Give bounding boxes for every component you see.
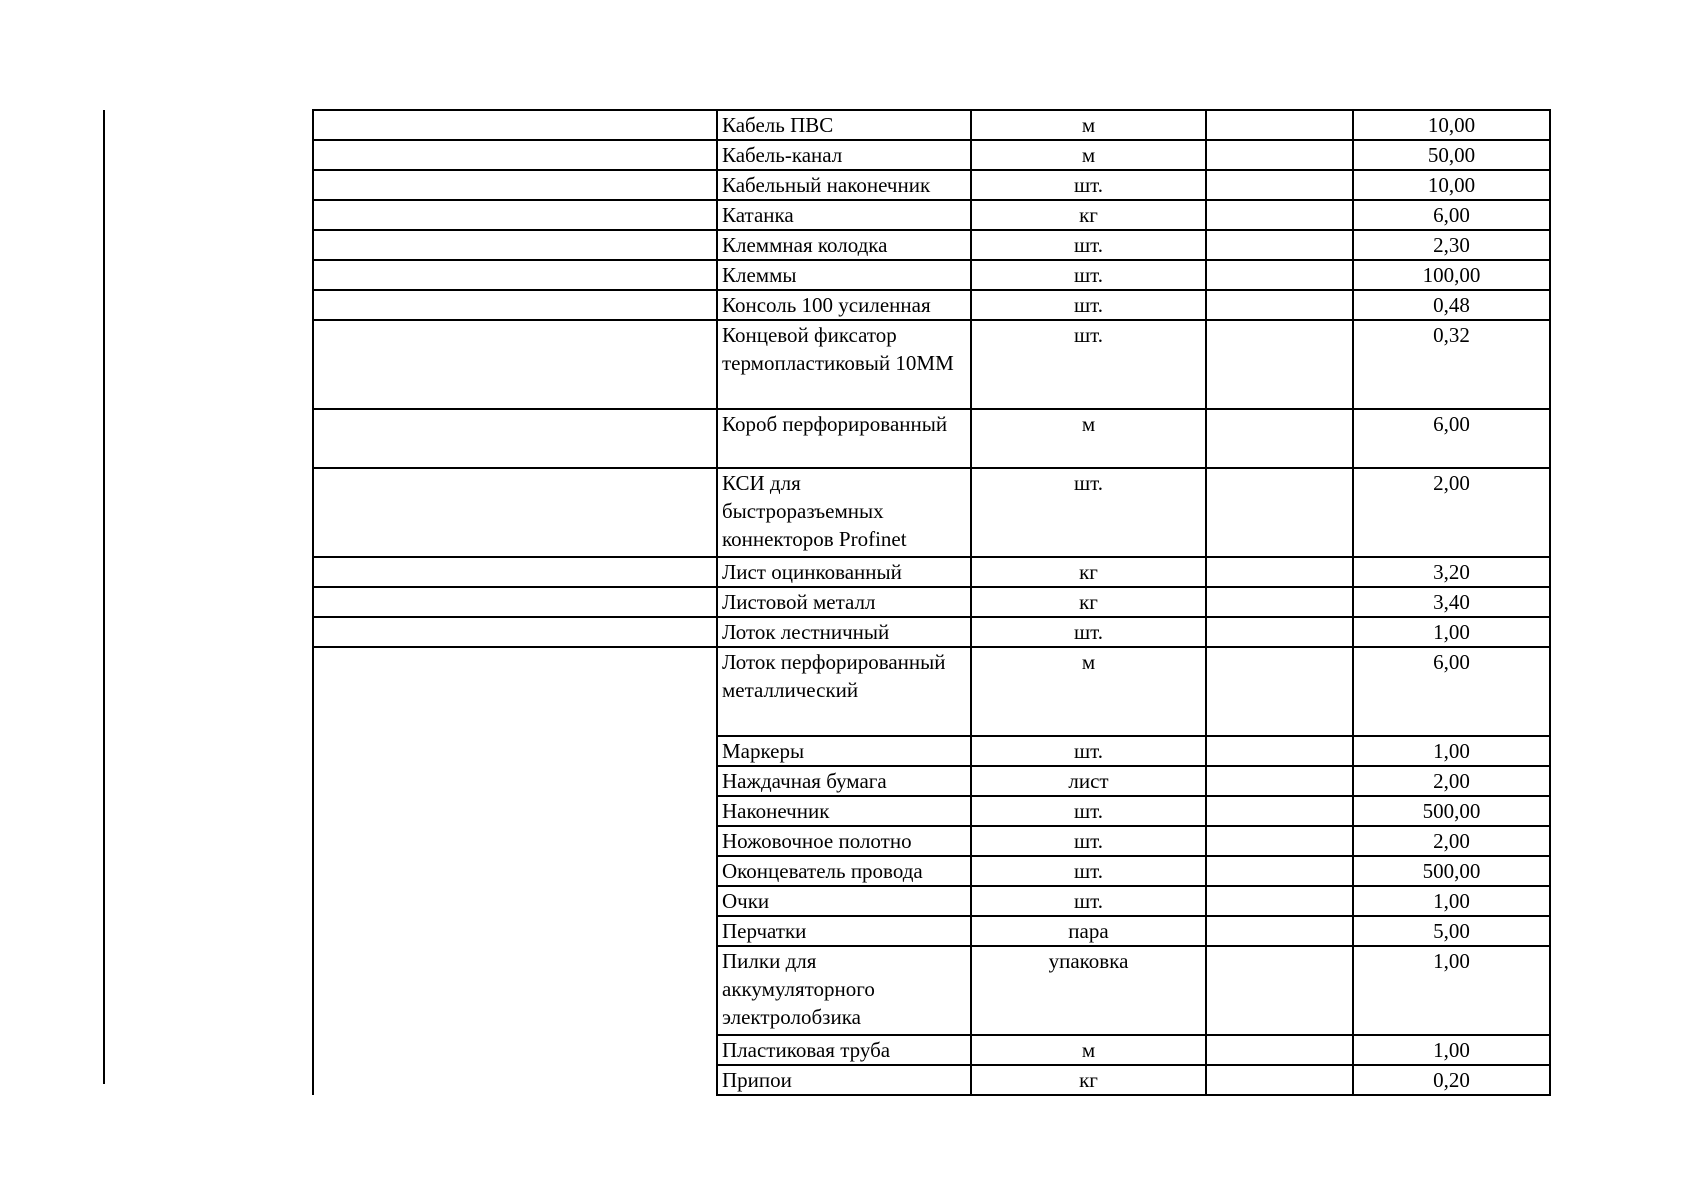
unit-cell: шт.	[971, 617, 1206, 647]
material-name-cell: Лоток лестничный	[717, 617, 971, 647]
empty-cell	[313, 290, 717, 320]
blank-cell	[1206, 110, 1353, 140]
unit-cell: шт.	[971, 856, 1206, 886]
unit-cell: кг	[971, 1065, 1206, 1095]
empty-cell	[313, 557, 717, 587]
table-row	[313, 617, 1550, 647]
empty-cell	[313, 230, 717, 260]
table-row	[313, 468, 1550, 557]
quantity-cell: 10,00	[1353, 170, 1550, 200]
quantity-cell: 1,00	[1353, 946, 1550, 1035]
table-row	[313, 557, 1550, 587]
blank-cell	[1206, 587, 1353, 617]
material-name-cell: Кабель-канал	[717, 140, 971, 170]
table-row	[313, 230, 1550, 260]
blank-cell	[1206, 320, 1353, 409]
table-row	[313, 766, 1550, 796]
empty-cell	[313, 736, 717, 766]
table-row	[313, 110, 1550, 140]
quantity-cell: 1,00	[1353, 1035, 1550, 1065]
empty-cell	[313, 110, 717, 140]
table-row	[313, 320, 1550, 409]
unit-cell: упаковка	[971, 946, 1206, 1035]
material-name-cell: Припои	[717, 1065, 971, 1095]
blank-cell	[1206, 557, 1353, 587]
table-row	[313, 856, 1550, 886]
table-row	[313, 1065, 1550, 1095]
quantity-cell: 1,00	[1353, 886, 1550, 916]
table-row	[313, 916, 1550, 946]
blank-cell	[1206, 916, 1353, 946]
empty-cell	[313, 617, 717, 647]
material-name-cell: Консоль 100 усиленная	[717, 290, 971, 320]
materials-table-body	[313, 110, 1550, 1095]
empty-cell	[313, 1035, 717, 1065]
unit-cell: м	[971, 1035, 1206, 1065]
material-name-cell: Перчатки	[717, 916, 971, 946]
empty-cell	[313, 647, 717, 736]
table-row	[313, 826, 1550, 856]
quantity-cell: 3,20	[1353, 557, 1550, 587]
blank-cell	[1206, 230, 1353, 260]
table-row	[313, 290, 1550, 320]
empty-cell	[313, 796, 717, 826]
unit-cell: шт.	[971, 320, 1206, 409]
material-name-cell: Концевой фиксатор термопластиковый 10ММ	[717, 320, 971, 409]
unit-cell: м	[971, 140, 1206, 170]
material-name-cell: Оконцеватель провода	[717, 856, 971, 886]
blank-cell	[1206, 856, 1353, 886]
material-name-cell: Ножовочное полотно	[717, 826, 971, 856]
unit-cell: шт.	[971, 170, 1206, 200]
unit-cell: шт.	[971, 260, 1206, 290]
blank-cell	[1206, 140, 1353, 170]
left-margin-line	[103, 110, 105, 1084]
material-name-cell: Клеммная колодка	[717, 230, 971, 260]
quantity-cell: 2,30	[1353, 230, 1550, 260]
unit-cell: кг	[971, 200, 1206, 230]
material-name-cell: Наконечник	[717, 796, 971, 826]
table-row	[313, 886, 1550, 916]
table-row	[313, 200, 1550, 230]
empty-cell	[313, 856, 717, 886]
quantity-cell: 500,00	[1353, 856, 1550, 886]
material-name-cell: Маркеры	[717, 736, 971, 766]
empty-cell	[313, 320, 717, 409]
unit-cell: кг	[971, 587, 1206, 617]
material-name-cell: КСИ для быстроразъемных коннекторов Profinet	[717, 468, 971, 557]
material-name-cell: Короб перфорированный	[717, 409, 971, 468]
empty-cell	[313, 468, 717, 557]
table-row	[313, 260, 1550, 290]
empty-cell	[313, 200, 717, 230]
quantity-cell: 1,00	[1353, 736, 1550, 766]
unit-cell: шт.	[971, 826, 1206, 856]
quantity-cell: 0,20	[1353, 1065, 1550, 1095]
table-row	[313, 1035, 1550, 1065]
table-row	[313, 587, 1550, 617]
table-row	[313, 946, 1550, 1035]
unit-cell: шт.	[971, 468, 1206, 557]
material-name-cell: Пластиковая труба	[717, 1035, 971, 1065]
empty-cell	[313, 766, 717, 796]
blank-cell	[1206, 170, 1353, 200]
blank-cell	[1206, 200, 1353, 230]
material-name-cell: Наждачная бумага	[717, 766, 971, 796]
quantity-cell: 3,40	[1353, 587, 1550, 617]
blank-cell	[1206, 468, 1353, 557]
quantity-cell: 50,00	[1353, 140, 1550, 170]
material-name-cell: Кабель ПВС	[717, 110, 971, 140]
quantity-cell: 5,00	[1353, 916, 1550, 946]
material-name-cell: Лоток перфорированный металлический	[717, 647, 971, 736]
quantity-cell: 2,00	[1353, 826, 1550, 856]
quantity-cell: 500,00	[1353, 796, 1550, 826]
empty-cell	[313, 886, 717, 916]
table-row	[313, 170, 1550, 200]
blank-cell	[1206, 796, 1353, 826]
empty-cell	[313, 409, 717, 468]
empty-cell	[313, 916, 717, 946]
empty-cell	[313, 260, 717, 290]
empty-cell	[313, 1065, 717, 1095]
quantity-cell: 0,48	[1353, 290, 1550, 320]
table-row	[313, 796, 1550, 826]
quantity-cell: 2,00	[1353, 766, 1550, 796]
blank-cell	[1206, 886, 1353, 916]
quantity-cell: 0,32	[1353, 320, 1550, 409]
unit-cell: шт.	[971, 230, 1206, 260]
empty-cell	[313, 170, 717, 200]
blank-cell	[1206, 647, 1353, 736]
empty-cell	[313, 826, 717, 856]
quantity-cell: 1,00	[1353, 617, 1550, 647]
blank-cell	[1206, 290, 1353, 320]
blank-cell	[1206, 766, 1353, 796]
material-name-cell: Листовой металл	[717, 587, 971, 617]
unit-cell: шт.	[971, 290, 1206, 320]
unit-cell: м	[971, 409, 1206, 468]
empty-cell	[313, 140, 717, 170]
materials-table	[312, 109, 1551, 1096]
blank-cell	[1206, 617, 1353, 647]
blank-cell	[1206, 1065, 1353, 1095]
unit-cell: кг	[971, 557, 1206, 587]
quantity-cell: 6,00	[1353, 647, 1550, 736]
table-row	[313, 647, 1550, 736]
material-name-cell: Катанка	[717, 200, 971, 230]
blank-cell	[1206, 1035, 1353, 1065]
blank-cell	[1206, 260, 1353, 290]
quantity-cell: 6,00	[1353, 409, 1550, 468]
material-name-cell: Лист оцинкованный	[717, 557, 971, 587]
blank-cell	[1206, 826, 1353, 856]
material-name-cell: Кабельный наконечник	[717, 170, 971, 200]
table-row	[313, 736, 1550, 766]
blank-cell	[1206, 946, 1353, 1035]
empty-cell	[313, 946, 717, 1035]
unit-cell: шт.	[971, 886, 1206, 916]
unit-cell: м	[971, 110, 1206, 140]
material-name-cell: Клеммы	[717, 260, 971, 290]
unit-cell: пара	[971, 916, 1206, 946]
material-name-cell: Очки	[717, 886, 971, 916]
blank-cell	[1206, 736, 1353, 766]
unit-cell: шт.	[971, 796, 1206, 826]
material-name-cell: Пилки для аккумуляторного электролобзика	[717, 946, 971, 1035]
unit-cell: м	[971, 647, 1206, 736]
unit-cell: лист	[971, 766, 1206, 796]
unit-cell: шт.	[971, 736, 1206, 766]
quantity-cell: 2,00	[1353, 468, 1550, 557]
empty-cell	[313, 587, 717, 617]
quantity-cell: 6,00	[1353, 200, 1550, 230]
blank-cell	[1206, 409, 1353, 468]
quantity-cell: 10,00	[1353, 110, 1550, 140]
table-row	[313, 140, 1550, 170]
quantity-cell: 100,00	[1353, 260, 1550, 290]
table-row	[313, 409, 1550, 468]
